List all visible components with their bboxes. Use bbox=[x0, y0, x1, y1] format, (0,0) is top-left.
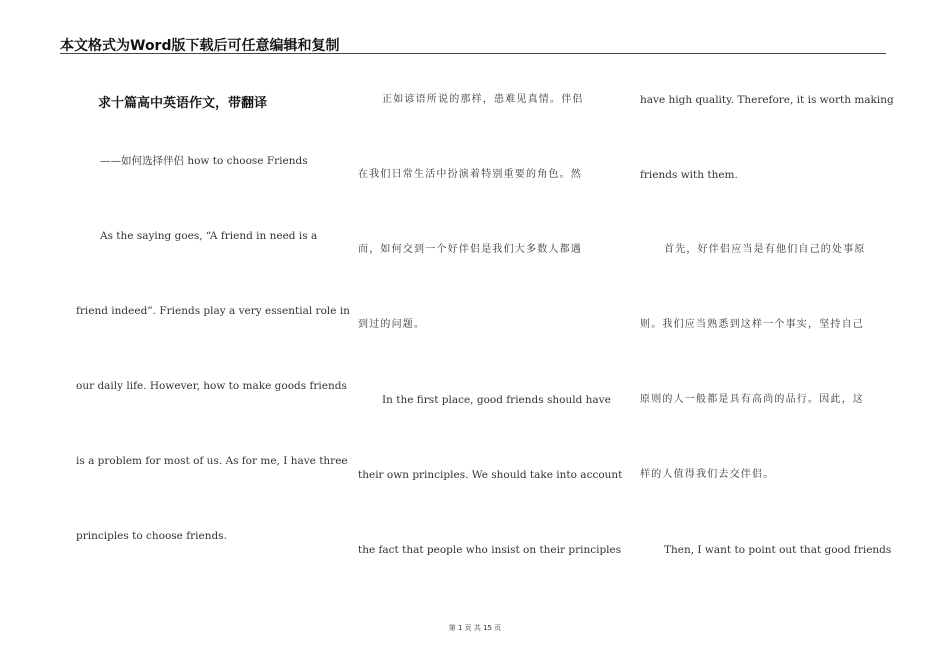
subtitle-line: ——如何选择伴侣 how to choose Friends bbox=[100, 155, 308, 167]
text-line: principles to choose friends. bbox=[76, 530, 227, 542]
text-line: 首先，好伴侣应当是有他们自己的处事原 bbox=[664, 244, 866, 255]
text-line: In the first place, good friends should have bbox=[382, 394, 611, 406]
text-line: 在我们日常生活中扮演着特别重要的角色。然 bbox=[358, 169, 582, 180]
text-line: friend indeed”. Friends play a very essential role in bbox=[76, 305, 350, 317]
text-line: have high quality. Therefore, it is worth making bbox=[640, 94, 894, 106]
text-line: As the saying goes, “A friend in need is a bbox=[100, 230, 318, 242]
text-line: Then, I want to point out that good friends bbox=[664, 544, 892, 556]
text-line: 而，如何交到一个好伴侣是我们大多数人都遇 bbox=[358, 244, 582, 255]
text-line: is a problem for most of us. As for me, I have three bbox=[76, 455, 348, 467]
text-line: the fact that people who insist on their principles bbox=[358, 544, 622, 556]
header-title: 本文格式为Word版下载后可任意编辑和复制 bbox=[60, 38, 340, 54]
text-line: their own principles. We should take into account bbox=[358, 469, 623, 481]
text-line: 则。我们应当熟悉到这样一个事实，坚持自己 bbox=[640, 319, 864, 330]
text-line: 原则的人一般都是具有高尚的品行。因此，这 bbox=[640, 394, 864, 405]
text-line: friends with them. bbox=[640, 169, 738, 181]
text-line: 正如谚语所说的那样，患难见真情。伴侣 bbox=[382, 94, 584, 105]
page-footer: 第 1 页 共 15 页 bbox=[448, 624, 502, 632]
text-line: 到过的问题。 bbox=[358, 319, 426, 330]
article-title: 求十篇高中英语作文，带翻译 bbox=[98, 96, 268, 111]
header-rule bbox=[60, 53, 886, 54]
text-line: 样的人值得我们去交伴侣。 bbox=[640, 469, 775, 480]
text-line: our daily life. However, how to make goods friends bbox=[76, 380, 347, 392]
